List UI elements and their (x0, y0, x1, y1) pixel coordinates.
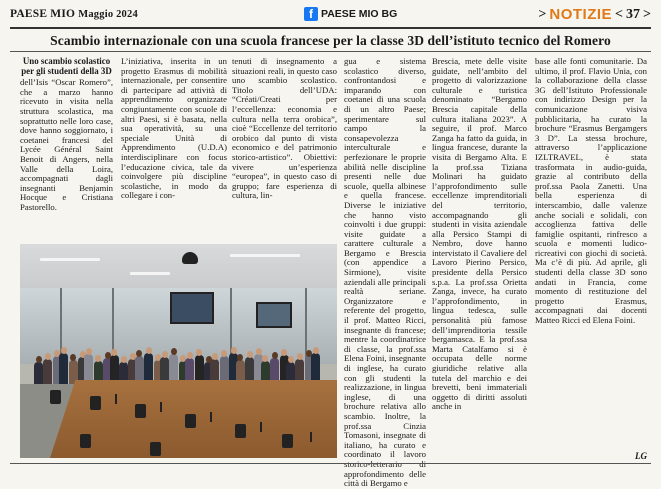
article-column-4 (344, 56, 426, 489)
person-figure (34, 362, 43, 384)
person-head (272, 352, 278, 359)
article-column-2 (121, 57, 227, 201)
person-head (256, 348, 262, 355)
facebook-label: PAESE MIO BG (321, 8, 398, 20)
column-text: L’iniziativa, inserita in un progetto Erasmus di mobilità internazionale, per consentire di partecipare ad attività di apprendimento organizzate congiuntamente con scuole di altri Paesi, si è basata, nella sua operatività, su una speciale Unità di Apprendimento (U.D.A) interdisciplinare con focus l’educazione civica, tale da coinvolgere più discipline scolastiche, in modo da collegare i con- (121, 56, 227, 201)
page-header (10, 6, 651, 26)
chair-icon (90, 396, 101, 410)
column-text: Brescia, mete delle visite guidate, nell’ambito del progetto di valorizzazione culturale e turistica denominato “Bergamo Brescia capitale della cultura italiana 2023”. A seguire, il prof. Marco Zanga ha fatto da guida, in lingua francese, durante la visita di Bergamo Alta. E la prof.ssa Tiziana Molinari ha guidato l’approfondimento sulle eccellenze imprenditoriali del territorio, accompagnando gli studenti in visita aziendale alla Persico Stampi di Nembro, dove hanno intervistato il Cavaliere del Lavoro Pierino Persico, presidente della Persico s.p.a. La prof.ssa Orietta Zanga, invece, ha curato l’approfondimento, in lingua tedesca, sulle personalità più famose dell’imprenditoria tessile bergamasca. E la prof.ssa Marta Catalfamo si è occupata delle norme giuridiche relative alla tutela del marchio e dei brevetti, beni immateriali oggetto di diritti assoluti anche in (432, 56, 527, 412)
column-text: tenuti di insegnamento a situazioni reali, in questo caso uno scambio scolastico. Titolo dell’UDA: “Créati/Creati per l’eccellenza: economia e cultura nella terra orobica”, cioè “Eccellenze del territorio orobico dal punto di vista economico e del patrimonio storico-artistico”. Obiettivi: vivere un’esperienza “europea”, in questo caso di gruppo; fare esperienza di cultura, lin- (232, 56, 337, 201)
person-head (162, 351, 168, 358)
student-group (20, 336, 337, 384)
person-head (247, 351, 253, 358)
monitor-icon (256, 302, 292, 328)
chair-icon (50, 390, 61, 404)
person-head (36, 356, 42, 363)
person-head (121, 356, 127, 363)
ceiling-light (130, 272, 170, 275)
person-head (212, 353, 218, 360)
chair-icon (282, 434, 293, 448)
facebook-icon: f (304, 7, 318, 21)
chair-icon (150, 442, 161, 456)
microphone-icon (260, 422, 262, 432)
article-column-3 (232, 57, 337, 201)
person-head (231, 347, 237, 354)
group-photo-icon (20, 244, 337, 458)
chevron-right-icon: > (538, 6, 547, 22)
person-head (86, 348, 92, 355)
ceiling-light (40, 258, 100, 261)
section-header (538, 6, 651, 23)
footer-divider (10, 463, 651, 464)
speaker-icon (182, 252, 198, 264)
masthead-title: PAESE MIO (10, 8, 76, 20)
article-column-5 (432, 57, 527, 462)
chevron-left-icon: < (615, 6, 624, 22)
person-head (61, 347, 67, 354)
headline-divider (10, 51, 651, 52)
person-head (288, 356, 294, 363)
issue-date: Maggio 2024 (78, 9, 138, 20)
masthead (10, 8, 138, 20)
article-subhead: Uno scambio scolastico per gli studenti della 3D (21, 56, 112, 76)
person-head (297, 353, 303, 360)
author-signature: LG (635, 451, 647, 461)
person-head (171, 348, 177, 355)
microphone-icon (210, 412, 212, 422)
person-head (146, 347, 152, 354)
chair-icon (235, 424, 246, 438)
facebook-reference (304, 7, 397, 21)
page-number: 37 (626, 6, 641, 22)
chair-icon (185, 414, 196, 428)
column-text: dell’Isis “Oscar Romero”, che a marzo hanno ricevuto in visita nella struttura scolastica, ma soprattutto nelle loro case, dove hanno soggiornato, i coetanei francesi del Lycée Général Saint Benoit di Angers, nella Valle della Loira, accompagnati dagli insegnanti Benjamin Hocque e Cristiana Pastorello. (20, 77, 113, 212)
ceiling-light (230, 254, 300, 257)
person-figure (43, 359, 52, 384)
microphone-icon (160, 402, 162, 412)
column-text: base alle fonti comunitarie. Da ultimo, il prof. Flavio Unia, con la collaborazione della classe 3G dell’Istituto Professionale con indirizzo Design per la comunicazione visiva pubblicitaria, ha curato la brochure “Erasmus Bergamgers 3 D”. La stessa brochure, attraverso l’applicazione IZLTRAVEL, è stata trasformata in audio-guida, grazie al contributo della prof.ssa Paola Zanetti. Una bella esperienza di interscambio, dalle valenze anche sociali e solidali, con accoglienza fattiva delle famiglie ospitanti, rinfresco a scuola e momenti ludico-ricreativi con giochi di società. Ma c’è di più. Ad aprile, gli studenti della classe 3D sono andati in Francia, come momento di restituzione del progetto Erasmus, accompagnati dai docenti Matteo Ricci ed Elena Foini. (535, 56, 647, 326)
column-text: gua e sistema scolastico diverso, confrontandosi e imparando con coetanei di una scuola di un altro Paese; sperimentare sul campo la consapevolezza interculturale e perfezionare le proprie abilità nelle discipline presenti nelle due scuole, quella albinese e quella francese. Diverse le iniziative che hanno visto coinvolti i due gruppi: visite guidate a carattere culturale a Bergamo e Brescia (con appendice a Sirmione), visite aziendali alle principali realtà seriane. Organizzatore e referente del progetto, il prof. Matteo Ricci, insegnante di francese; mentre la coordinatrice di classe, la prof.ssa Elena Foini, insegnante di inglese, ha curato con gli studenti la realizzazione, in lingua inglese, di una brochure relativa allo scambio. Inoltre, la prof.ssa Cinzia Tomasoni, insegnate di italiano, ha curato e coordinato il lavoro approfondimento delle città di Bergamo e (344, 56, 426, 489)
article-headline: Scambio internazionale con una scuola francese per la classe 3D dell’istituto tecnico del Romero (50, 33, 611, 48)
microphone-icon (115, 394, 117, 404)
person-figure (59, 353, 68, 384)
article-column-6 (535, 57, 647, 462)
chair-icon (135, 404, 146, 418)
person-head (187, 352, 193, 359)
header-divider (10, 27, 651, 29)
person-head (313, 347, 319, 354)
article-column-1 (20, 57, 113, 213)
person-head (45, 353, 51, 360)
microphone-icon (310, 432, 312, 442)
chair-icon (80, 434, 91, 448)
section-label: NOTIZIE (549, 6, 613, 23)
monitor-icon (170, 292, 214, 324)
chevron-right-icon: > (643, 6, 651, 22)
